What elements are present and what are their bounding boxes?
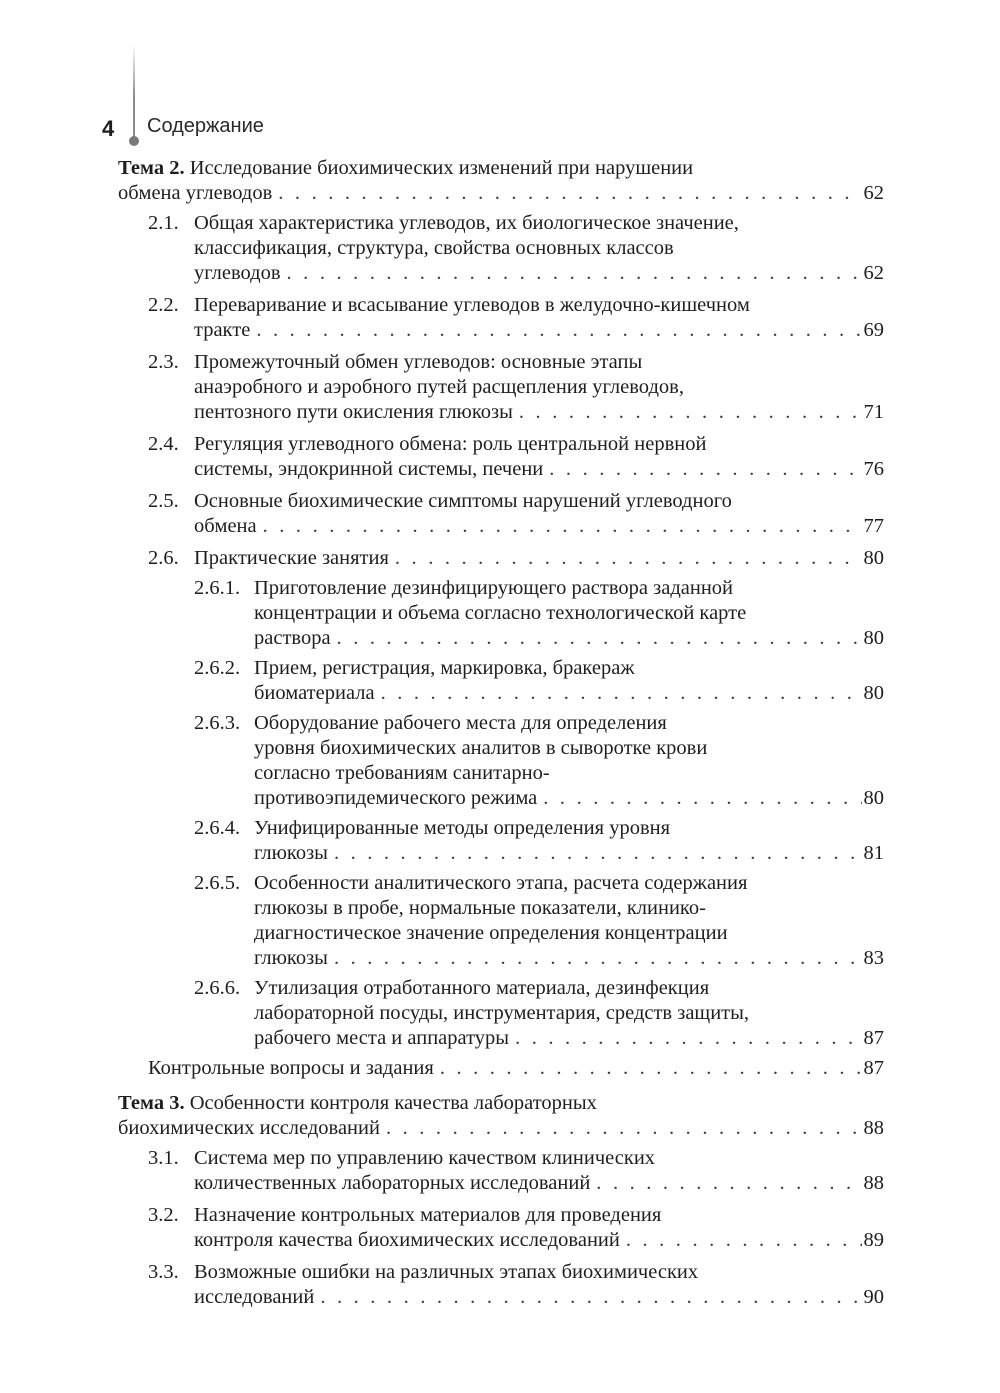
- section-number: 2.6.4.: [194, 817, 241, 839]
- toc-entry-2-2[interactable]: [118, 293, 884, 343]
- toc-title-line: Особенности контроля качества лабораторных: [189, 1092, 597, 1114]
- dot-leader: [320, 1285, 861, 1310]
- toc-page-number: 69: [863, 319, 884, 341]
- toc-page-number: 80: [863, 682, 884, 704]
- running-head: Содержание: [147, 115, 264, 137]
- toc-entry-2-6-5[interactable]: [118, 871, 884, 971]
- toc-title-line: Назначение контрольных материалов для проведения: [194, 1204, 662, 1226]
- dot-leader: [256, 318, 861, 343]
- section-number: 2.6.3.: [194, 712, 241, 734]
- toc-page-number: 80: [863, 547, 884, 569]
- section-number: 2.6.2.: [194, 657, 241, 679]
- toc-page-number: 77: [863, 515, 884, 537]
- toc-title-line: анаэробного и аэробного путей расщепления углеводов,: [194, 376, 684, 398]
- toc-title-line: биохимических исследований: [118, 1117, 380, 1139]
- dot-leader: [278, 181, 861, 206]
- toc-entry-2-6-4[interactable]: [118, 816, 884, 866]
- toc-title-line: классификация, структура, свойства основных классов: [194, 237, 674, 259]
- dot-leader: [440, 1056, 862, 1081]
- toc-title-line: Исследование биохимических изменений при нарушении: [189, 157, 694, 179]
- toc-topic-2[interactable]: [118, 156, 884, 206]
- toc-page-number: 81: [863, 842, 884, 864]
- section-number: 3.2.: [148, 1204, 179, 1226]
- toc-title-line: Регуляция углеводного обмена: роль центральной нервной: [194, 433, 707, 455]
- page-header: [0, 0, 1000, 150]
- toc-entry-control-questions[interactable]: [118, 1056, 884, 1081]
- section-number: 3.1.: [148, 1147, 179, 1169]
- section-number: 2.4.: [148, 433, 179, 455]
- toc-title-line: тракте: [194, 319, 251, 341]
- header-rule-dot: [129, 136, 139, 146]
- toc-page-number: 87: [863, 1057, 884, 1079]
- toc-entry-2-6-3[interactable]: [118, 711, 884, 811]
- section-number: 2.6.1.: [194, 577, 241, 599]
- toc-entry-2-1[interactable]: [118, 211, 884, 286]
- dot-leader: [334, 841, 862, 866]
- toc-title-line: Практические занятия: [194, 547, 389, 569]
- toc-title-line: глюкозы: [254, 842, 328, 864]
- toc-title-line: количественных лабораторных исследований: [194, 1172, 591, 1194]
- toc-title-line: лабораторной посуды, инструментария, средств защиты,: [254, 1002, 750, 1024]
- dot-leader: [263, 514, 862, 539]
- toc-title-line: обмена: [194, 515, 257, 537]
- section-number: 2.2.: [148, 294, 179, 316]
- dot-leader: [519, 400, 862, 425]
- toc-title-line: углеводов: [194, 262, 281, 284]
- toc-page-number: 71: [863, 401, 884, 423]
- toc-entry-3-1[interactable]: [118, 1146, 884, 1196]
- toc-title-line: системы, эндокринной системы, печени: [194, 458, 544, 480]
- toc-title-line: Контрольные вопросы и задания: [148, 1057, 434, 1079]
- toc-page-number: 62: [863, 182, 884, 204]
- toc-entry-2-6-1[interactable]: [118, 576, 884, 651]
- section-number: 2.1.: [148, 212, 179, 234]
- toc-title-line: Переваривание и всасывание углеводов в желудочно-кишечном: [194, 294, 750, 316]
- toc-title-line: Унифицированные методы определения уровня: [254, 817, 671, 839]
- dot-leader: [337, 626, 862, 651]
- toc-title-line: пентозного пути окисления глюкозы: [194, 401, 513, 423]
- dot-leader: [515, 1026, 861, 1051]
- toc-title-line: исследований: [194, 1286, 315, 1308]
- topic-label: Тема 2.: [118, 157, 185, 179]
- toc-entry-2-4[interactable]: [118, 432, 884, 482]
- toc-entry-2-6[interactable]: [118, 546, 884, 571]
- toc-title-line: контроля качества биохимических исследований: [194, 1229, 620, 1251]
- toc-page-number: 76: [863, 458, 884, 480]
- table-of-contents: [118, 156, 884, 1310]
- toc-page-number: 89: [863, 1229, 884, 1251]
- dot-leader: [596, 1171, 861, 1196]
- header-rule: [133, 44, 135, 140]
- section-number: 2.5.: [148, 490, 179, 512]
- toc-title-line: противоэпидемического режима: [254, 787, 538, 809]
- dot-leader: [549, 457, 861, 482]
- toc-title-line: Прием, регистрация, маркировка, бракераж: [254, 657, 635, 679]
- toc-title-line: рабочего места и аппаратуры: [254, 1027, 510, 1049]
- toc-title-line: глюкозы: [254, 947, 328, 969]
- toc-entry-2-6-2[interactable]: [118, 656, 884, 706]
- toc-title-line: Возможные ошибки на различных этапах биохимических: [194, 1261, 699, 1283]
- toc-title-line: согласно требованиям санитарно-: [254, 762, 550, 784]
- toc-entry-2-5[interactable]: [118, 489, 884, 539]
- toc-line: [118, 1091, 884, 1116]
- dot-leader: [386, 1116, 862, 1141]
- toc-page-number: 88: [863, 1172, 884, 1194]
- toc-title-line: концентрации и объема согласно технологической карте: [254, 602, 747, 624]
- toc-title-line: биоматериала: [254, 682, 375, 704]
- toc-title-line: Особенности аналитического этапа, расчета содержания: [254, 872, 748, 894]
- toc-title-line: Общая характеристика углеводов, их биологическое значение,: [194, 212, 739, 234]
- dot-leader: [395, 546, 862, 571]
- toc-page-number: 87: [863, 1027, 884, 1049]
- toc-page-number: 62: [863, 262, 884, 284]
- toc-page-number: 88: [863, 1117, 884, 1139]
- dot-leader: [543, 786, 861, 811]
- topic-label: Тема 3.: [118, 1092, 185, 1114]
- toc-page-number: 90: [863, 1286, 884, 1308]
- toc-title-line: Промежуточный обмен углеводов: основные этапы: [194, 351, 643, 373]
- section-number: 2.6.: [148, 547, 179, 569]
- toc-page-number: 80: [863, 787, 884, 809]
- toc-title-line: Основные биохимические симптомы нарушений углеводного: [194, 490, 732, 512]
- toc-page-number: 83: [863, 947, 884, 969]
- toc-entry-3-2[interactable]: [118, 1203, 884, 1253]
- toc-title-line: уровня биохимических аналитов в сыворотке крови: [254, 737, 708, 759]
- toc-title-line: раствора: [254, 627, 331, 649]
- dot-leader: [334, 946, 862, 971]
- toc-title-line: Утилизация отработанного материала, дезинфекция: [254, 977, 710, 999]
- toc-entry-2-3[interactable]: [118, 350, 884, 425]
- toc-title-line: Система мер по управлению качеством клинических: [194, 1147, 656, 1169]
- toc-entry-2-6-6[interactable]: [118, 976, 884, 1051]
- toc-page-number: 80: [863, 627, 884, 649]
- section-number: 2.6.5.: [194, 872, 241, 894]
- section-number: 2.6.6.: [194, 977, 241, 999]
- toc-title-line: Приготовление дезинфицирующего раствора заданной: [254, 577, 734, 599]
- page-number: 4: [102, 116, 115, 141]
- toc-line: [118, 156, 884, 181]
- toc-title-line: глюкозы в пробе, нормальные показатели, клинико-: [254, 897, 706, 919]
- toc-title-line: обмена углеводов: [118, 182, 273, 204]
- dot-leader: [626, 1228, 862, 1253]
- toc-title-line: диагностическое значение определения концентрации: [254, 922, 728, 944]
- toc-entry-3-3[interactable]: [118, 1260, 884, 1310]
- toc-topic-3[interactable]: [118, 1091, 884, 1141]
- section-number: 2.3.: [148, 351, 179, 373]
- section-number: 3.3.: [148, 1261, 179, 1283]
- dot-leader: [287, 261, 862, 286]
- dot-leader: [381, 681, 862, 706]
- toc-title-line: Оборудование рабочего места для определения: [254, 712, 667, 734]
